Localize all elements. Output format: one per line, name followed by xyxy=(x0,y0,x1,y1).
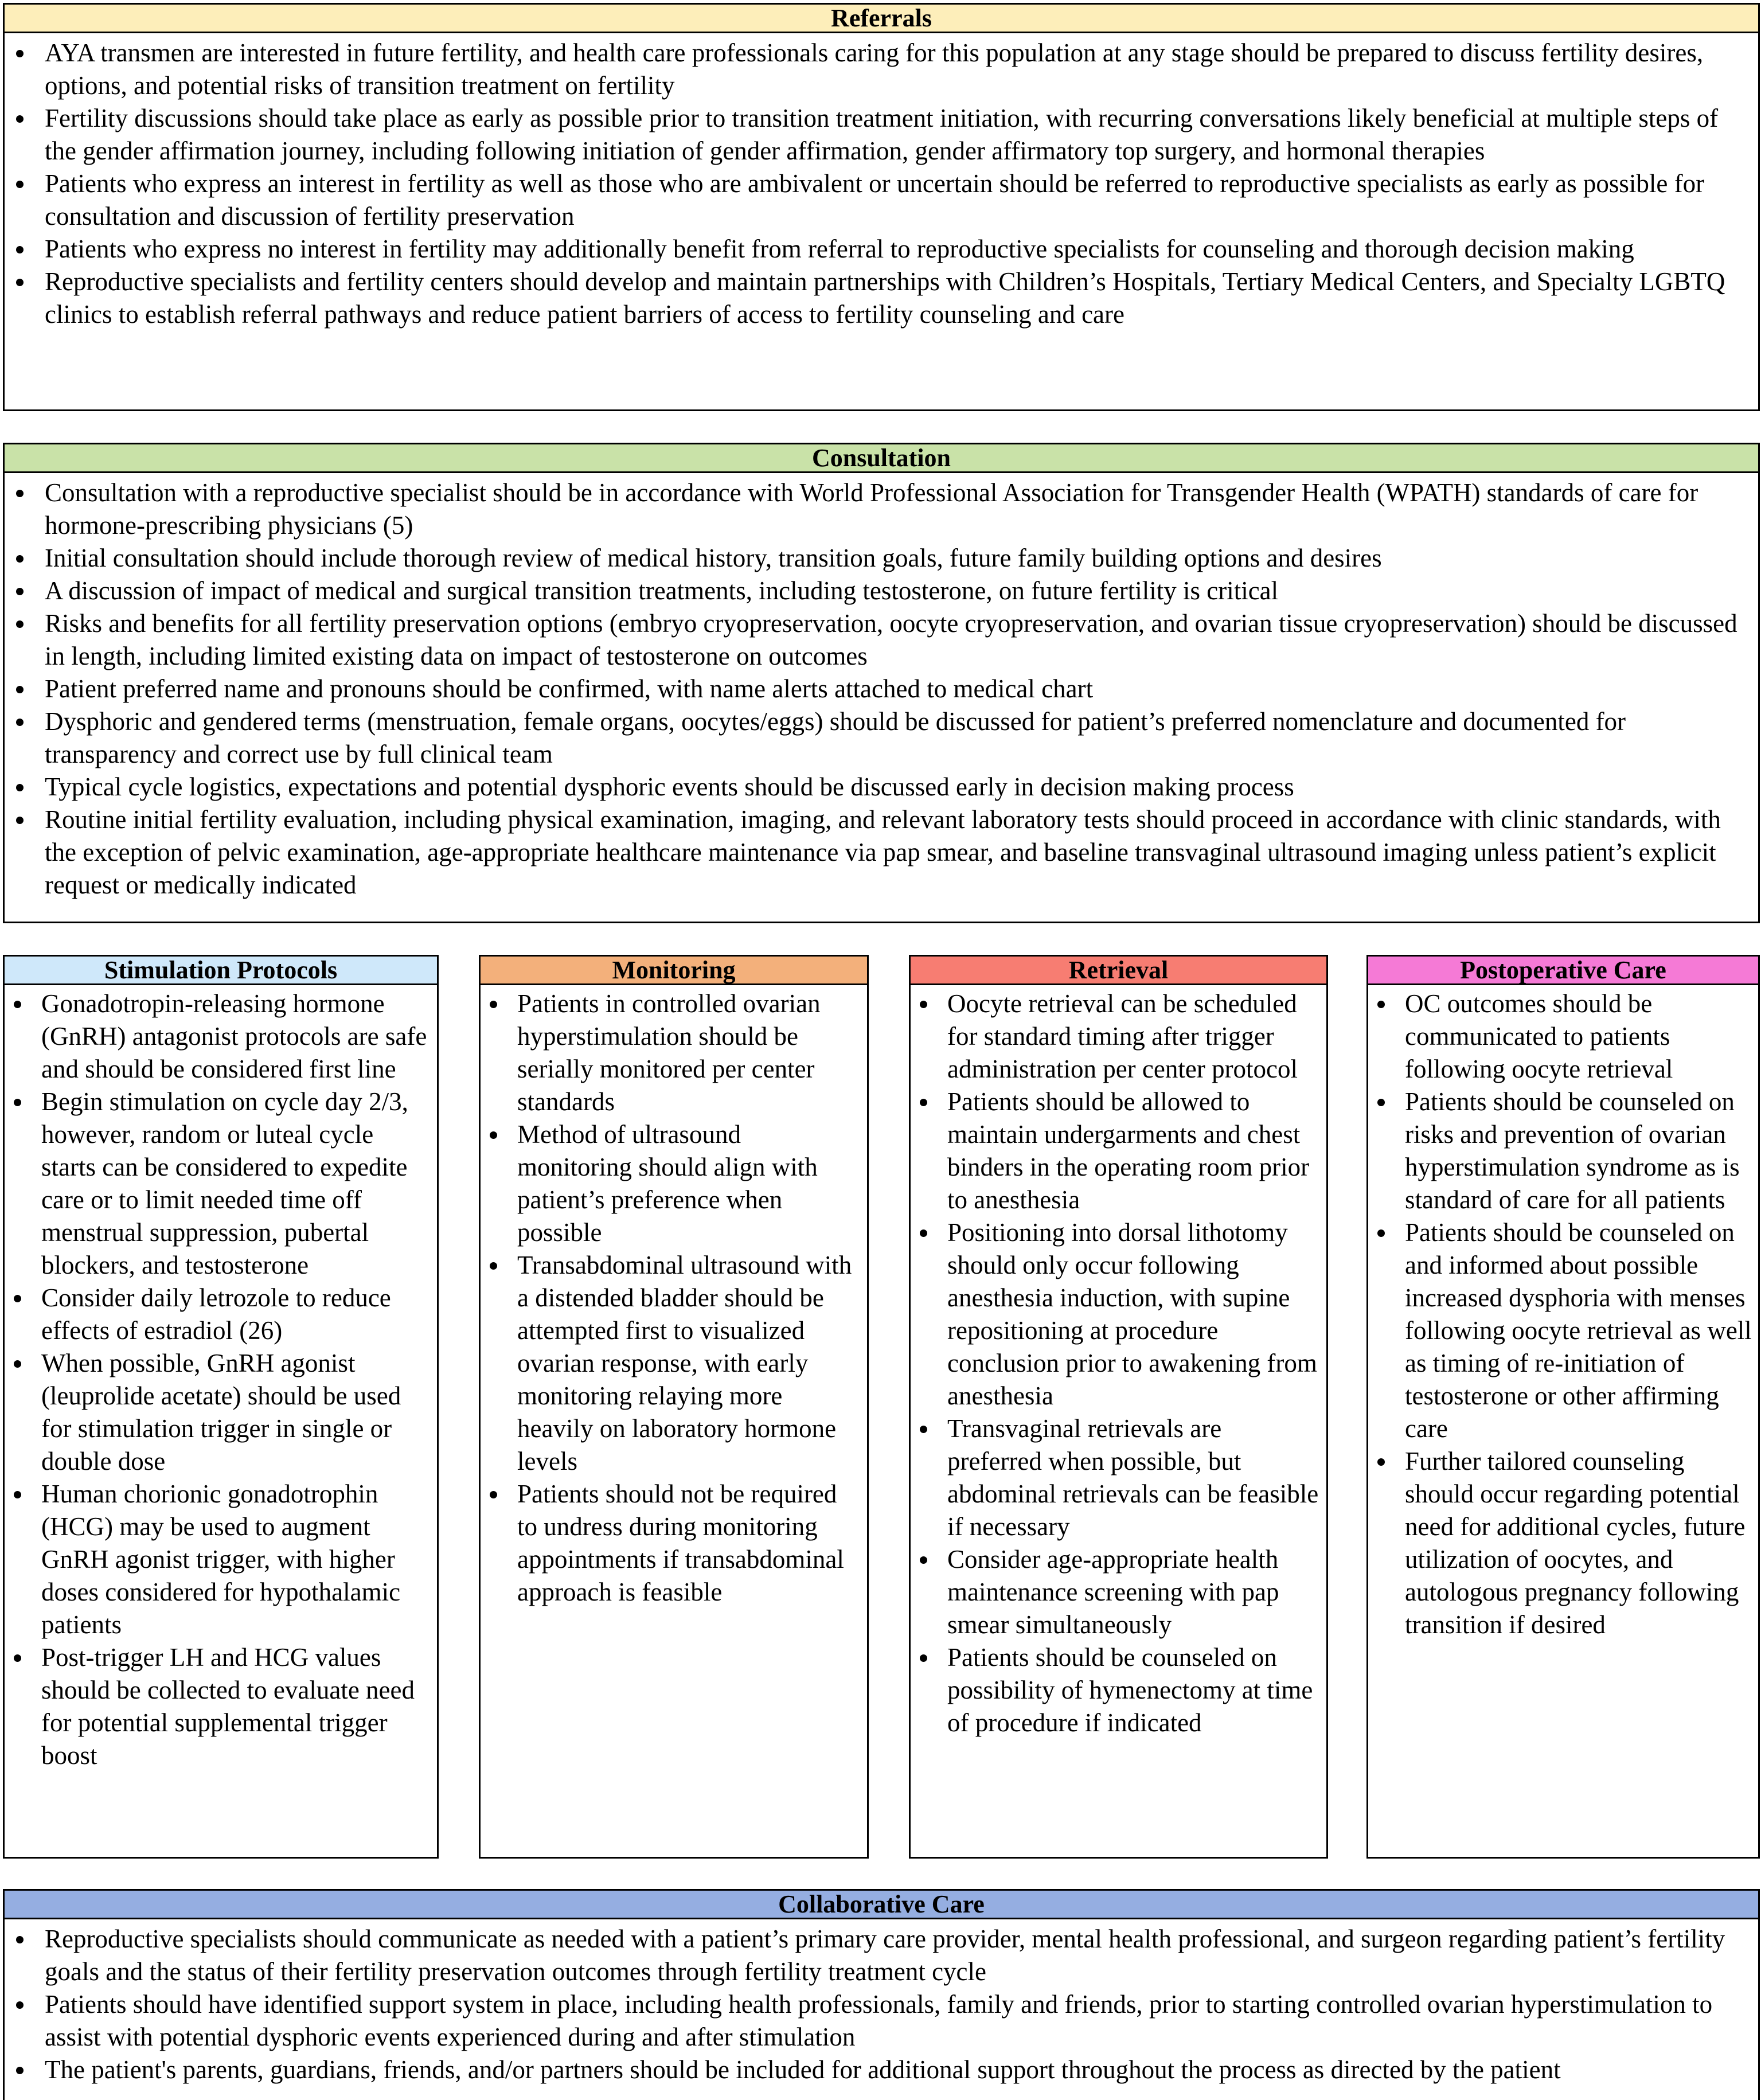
consultation-item: Routine initial fertility evaluation, including physical examination, imaging, and relevant laboratory tests should proceed in accordance with clinic standards, with the exception of pelvic examination, age-appropriate healthcare maintenance via pap smear, and baseline transvaginal ultrasound imaging unless patient’s explicit request or medically indicated xyxy=(11,803,1750,901)
referrals-panel xyxy=(3,3,1760,411)
consultation-title: Consultation xyxy=(811,443,951,472)
collaborative-item: Patients should have identified support system in place, including health professionals, family and friends, prior to starting controlled ovarian hyperstimulation to assist with potential dysphoric events experienced during and after stimulation xyxy=(11,1988,1750,2054)
collaborative-care-header xyxy=(5,1891,1758,1919)
referrals-title: Referrals xyxy=(831,3,932,32)
retrieval-item: Positioning into dorsal lithotomy should only occur following anesthesia induction, with supine repositioning at procedure conclusion prior to awakening from anesthesia xyxy=(915,1216,1321,1412)
referrals-header xyxy=(5,5,1758,33)
postoperative-item: Patients should be counseled on risks and prevention of ovarian hyperstimulation syndrome as is standard of care for all patients xyxy=(1373,1086,1752,1216)
collaborative-care-title: Collaborative Care xyxy=(778,1890,985,1918)
monitoring-title: Monitoring xyxy=(612,955,736,984)
monitoring-item: Patients in controlled ovarian hyperstimulation should be serially monitored per center standards xyxy=(485,987,861,1118)
monitoring-item: Transabdominal ultrasound with a distended bladder should be attempted first to visualized ovarian response, with early monitoring relaying more heavily on laboratory hormone levels xyxy=(485,1249,861,1478)
referrals-item: AYA transmen are interested in future fertility, and health care professionals caring for this population at any stage should be prepared to discuss fertility desires, options, and potential risks of transition treatment on fertility xyxy=(11,37,1750,102)
postoperative-item: Further tailored counseling should occur regarding potential need for additional cycles, future utilization of oocytes, and autologous pregnancy following transition if desired xyxy=(1373,1445,1752,1641)
stimulation-item: Consider daily letrozole to reduce effects of estradiol (26) xyxy=(9,1282,431,1347)
consultation-item: Typical cycle logistics, expectations and potential dysphoric events should be discussed early in decision making process xyxy=(11,771,1750,803)
retrieval-item: Patients should be counseled on possibility of hymenectomy at time of procedure if indicated xyxy=(915,1641,1321,1739)
referrals-item: Patients who express an interest in fertility as well as those who are ambivalent or uncertain should be referred to reproductive specialists as early as possible for consultation and discussion of fertility preservation xyxy=(11,167,1750,233)
collaborative-care-panel xyxy=(3,1889,1760,2100)
retrieval-item: Consider age-appropriate health maintenance screening with pap smear simultaneously xyxy=(915,1543,1321,1641)
collaborative-item: Reproductive specialists should communicate as needed with a patient’s primary care provider, mental health professional, and surgeon regarding patient’s fertility goals and the status of their fertility preservation outcomes through fertility treatment cycle xyxy=(11,1923,1750,1988)
stimulation-item: Begin stimulation on cycle day 2/3, however, random or luteal cycle starts can be considered to expedite care or to limit needed time off menstrual suppression, pubertal blockers, and testosterone xyxy=(9,1086,431,1282)
stimulation-protocols-panel xyxy=(3,955,439,1859)
retrieval-panel xyxy=(909,955,1328,1859)
stimulation-item: When possible, GnRH agonist (leuprolide acetate) should be used for stimulation trigger in single or double dose xyxy=(9,1347,431,1478)
consultation-panel xyxy=(3,443,1760,923)
postoperative-item: OC outcomes should be communicated to patients following oocyte retrieval xyxy=(1373,987,1752,1086)
monitoring-panel xyxy=(479,955,869,1859)
stimulation-item: Post-trigger LH and HCG values should be collected to evaluate need for potential supplemental trigger boost xyxy=(9,1641,431,1772)
postoperative-care-header xyxy=(1368,957,1758,985)
retrieval-title: Retrieval xyxy=(1068,955,1169,984)
consultation-item: Risks and benefits for all fertility preservation options (embryo cryopreservation, oocyte cryopreservation, and ovarian tissue cryopreservation) should be discussed in length, including limited existing data on impact of testosterone on outcomes xyxy=(11,607,1750,673)
stimulation-protocols-header xyxy=(5,957,437,985)
postoperative-care-panel xyxy=(1366,955,1760,1859)
postoperative-care-title: Postoperative Care xyxy=(1460,955,1666,984)
retrieval-item: Oocyte retrieval can be scheduled for standard timing after trigger administration per center protocol xyxy=(915,987,1321,1086)
consultation-item: Dysphoric and gendered terms (menstruation, female organs, oocytes/eggs) should be discussed for patient’s preferred nomenclature and documented for transparency and correct use by full clinical team xyxy=(11,705,1750,771)
consultation-list xyxy=(5,473,1758,901)
stimulation-item: Human chorionic gonadotrophin (HCG) may be used to augment GnRH agonist trigger, with higher doses considered for hypothalamic patients xyxy=(9,1478,431,1641)
stimulation-protocols-list xyxy=(5,985,437,1772)
referrals-item: Patients who express no interest in fertility may additionally benefit from referral to reproductive specialists for counseling and thorough decision making xyxy=(11,233,1750,266)
referrals-item: Reproductive specialists and fertility centers should develop and maintain partnerships with Children’s Hospitals, Tertiary Medical Centers, and Specialty LGBTQ clinics to establish referral pathways and reduce patient barriers of access to fertility counseling and care xyxy=(11,266,1750,331)
stimulation-protocols-title: Stimulation Protocols xyxy=(104,955,338,984)
consultation-item: Initial consultation should include thorough review of medical history, transition goals, future family building options and desires xyxy=(11,542,1750,575)
monitoring-item: Method of ultrasound monitoring should align with patient’s preference when possible xyxy=(485,1118,861,1249)
collaborative-item: The patient's parents, guardians, friends, and/or partners should be included for additional support throughout the process as directed by the patient xyxy=(11,2054,1750,2086)
postoperative-item: Patients should be counseled on and informed about possible increased dysphoria with menses following oocyte retrieval as well as timing of re-initiation of testosterone or other affirming care xyxy=(1373,1216,1752,1445)
monitoring-header xyxy=(481,957,867,985)
referrals-item: Fertility discussions should take place as early as possible prior to transition treatment initiation, with recurring conversations likely beneficial at multiple steps of the gender affirmation journey, including following initiation of gender affirmation, gender affirmatory top surgery, and hormonal therapies xyxy=(11,102,1750,167)
monitoring-item: Patients should not be required to undress during monitoring appointments if transabdominal approach is feasible xyxy=(485,1478,861,1609)
monitoring-list xyxy=(481,985,867,1609)
consultation-header xyxy=(5,444,1758,473)
retrieval-item: Transvaginal retrievals are preferred when possible, but abdominal retrievals can be feasible if necessary xyxy=(915,1412,1321,1543)
postoperative-care-list xyxy=(1368,985,1758,1641)
retrieval-list xyxy=(911,985,1326,1739)
collaborative-care-list xyxy=(5,1919,1758,2086)
consultation-item: Patient preferred name and pronouns should be confirmed, with name alerts attached to medical chart xyxy=(11,673,1750,705)
retrieval-item: Patients should be allowed to maintain undergarments and chest binders in the operating room prior to anesthesia xyxy=(915,1086,1321,1216)
stimulation-item: Gonadotropin-releasing hormone (GnRH) antagonist protocols are safe and should be considered first line xyxy=(9,987,431,1086)
consultation-item: A discussion of impact of medical and surgical transition treatments, including testosterone, on future fertility is critical xyxy=(11,575,1750,607)
retrieval-header xyxy=(911,957,1326,985)
consultation-item: Consultation with a reproductive specialist should be in accordance with World Professional Association for Transgender Health (WPATH) standards of care for hormone-prescribing physicians (5) xyxy=(11,477,1750,542)
referrals-list xyxy=(5,33,1758,331)
